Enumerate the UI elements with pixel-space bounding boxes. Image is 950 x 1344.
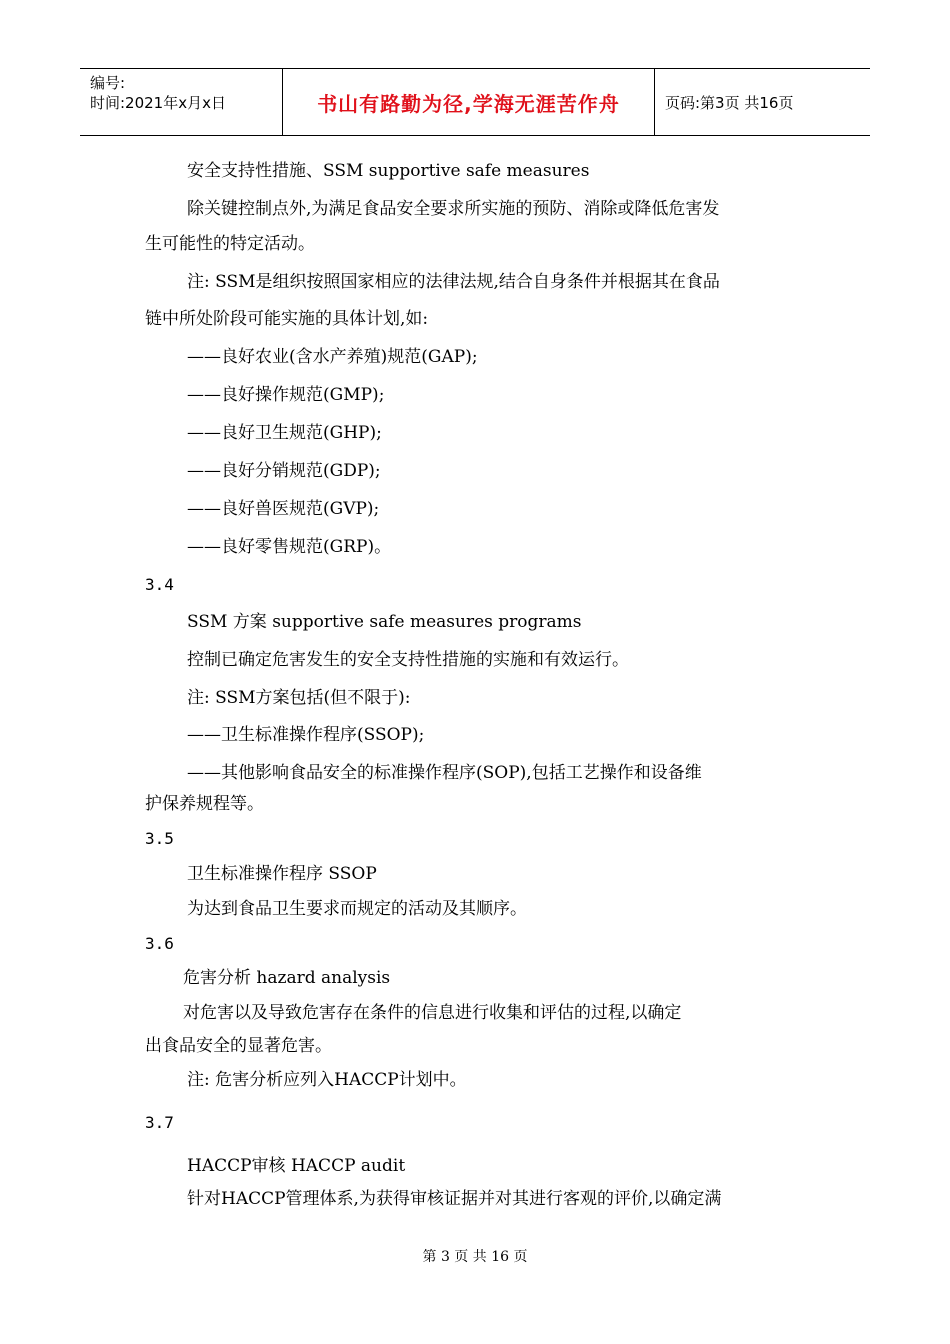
note-line: 注: SSM方案包括(但不限于):: [187, 688, 411, 708]
document-number-label: 编号:: [90, 74, 126, 92]
list-item: 护保养规程等。: [145, 794, 264, 814]
paragraph-line: 除关键控制点外,为满足食品安全要求所实施的预防、消除或降低危害发: [187, 199, 720, 219]
list-item: ——良好农业(含水产养殖)规范(GAP);: [187, 347, 478, 367]
paragraph-line: 为达到食品卫生要求而规定的活动及其顺序。: [187, 899, 527, 919]
note-line: 链中所处阶段可能实施的具体计划,如:: [145, 309, 429, 329]
list-item: ——其他影响食品安全的标准操作程序(SOP),包括工艺操作和设备维: [187, 763, 702, 783]
term-heading-hazard-analysis: 危害分析 hazard analysis: [183, 968, 391, 988]
list-item: ——良好卫生规范(GHP);: [187, 423, 382, 443]
term-heading-ssm: 安全支持性措施、SSM supportive safe measures: [187, 161, 590, 181]
list-item: ——良好分销规范(GDP);: [187, 461, 381, 481]
paragraph-line: 针对HACCP管理体系,为获得审核证据并对其进行客观的评价,以确定满: [187, 1189, 722, 1209]
header-meta: [80, 69, 282, 135]
document-time: 时间:2021年x月x日: [90, 94, 226, 112]
term-heading-ssm-programs: SSM 方案 supportive safe measures programs: [187, 612, 582, 632]
page-footer: 第 3 页 共 16 页: [422, 1249, 528, 1265]
list-item: ——良好兽医规范(GVP);: [187, 499, 380, 519]
list-item: ——良好零售规范(GRP)。: [187, 537, 392, 557]
header-page-code: 页码:第3页 共16页: [665, 93, 794, 112]
section-number: 3.7: [145, 1113, 174, 1132]
header-motto-cell: [282, 69, 655, 135]
paragraph-line: 对危害以及导致危害存在条件的信息进行收集和评估的过程,以确定: [183, 1003, 682, 1023]
header-motto: 书山有路勤为径,学海无涯苦作舟: [317, 91, 620, 116]
list-item: ——良好操作规范(GMP);: [187, 385, 385, 405]
list-item: ——卫生标准操作程序(SSOP);: [187, 725, 425, 745]
term-heading-haccp-audit: HACCP审核 HACCP audit: [187, 1156, 406, 1176]
note-line: 注: 危害分析应列入HACCP计划中。: [187, 1070, 467, 1090]
page-header: [80, 68, 870, 136]
paragraph-line: 出食品安全的显著危害。: [145, 1036, 332, 1056]
paragraph-line: 生可能性的特定活动。: [145, 234, 315, 254]
term-heading-ssop: 卫生标准操作程序 SSOP: [187, 864, 377, 884]
note-line: 注: SSM是组织按照国家相应的法律法规,结合自身条件并根据其在食品: [187, 272, 720, 292]
paragraph-line: 控制已确定危害发生的安全支持性措施的实施和有效运行。: [187, 650, 629, 670]
section-number: 3.4: [145, 575, 174, 594]
section-number: 3.6: [145, 934, 174, 953]
section-number: 3.5: [145, 829, 174, 848]
